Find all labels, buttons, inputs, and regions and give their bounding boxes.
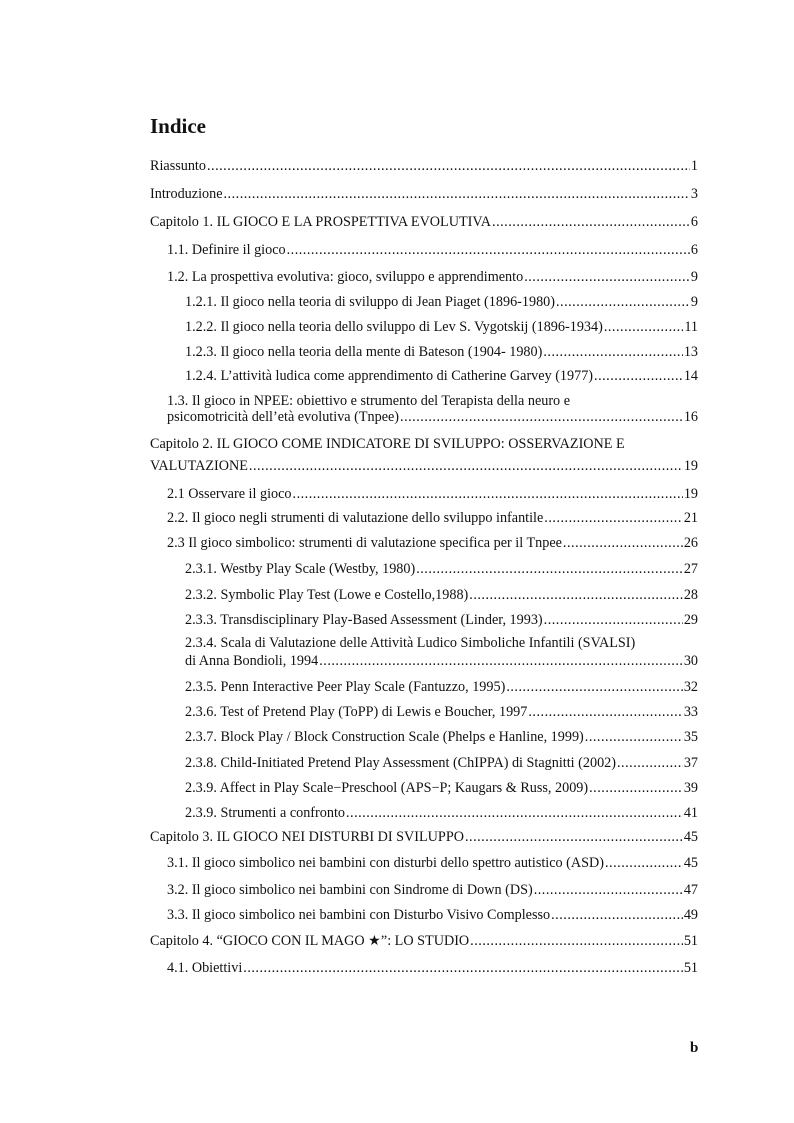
dot-leader bbox=[617, 753, 683, 773]
dot-leader bbox=[594, 366, 683, 386]
toc-entry[interactable] bbox=[167, 958, 698, 978]
toc-entry[interactable] bbox=[150, 931, 698, 951]
toc-entry-page: 51 bbox=[683, 933, 698, 949]
toc-entry-label: 1.1. Definire il gioco bbox=[167, 242, 286, 258]
toc-entry-page: 37 bbox=[683, 755, 698, 771]
toc-entry-label: 3.3. Il gioco simbolico nei bambini con Disturbo Visivo Complesso bbox=[167, 907, 551, 923]
toc-entry-label: 2.3.2. Symbolic Play Test (Lowe e Costello,1988) bbox=[185, 587, 469, 603]
dot-leader bbox=[243, 958, 683, 978]
dot-leader bbox=[524, 267, 690, 287]
toc-entry-page: 6 bbox=[690, 214, 698, 230]
toc-entry-label: Capitolo 1. IL GIOCO E LA PROSPETTIVA EVOLUTIVA bbox=[150, 214, 492, 230]
toc-entry[interactable] bbox=[167, 267, 698, 287]
toc-entry-page: 45 bbox=[683, 829, 698, 845]
toc-entry[interactable] bbox=[167, 484, 698, 504]
toc-entry[interactable] bbox=[185, 803, 698, 823]
toc-entry-first-line: 1.3. Il gioco in NPEE: obiettivo e strumento del Terapista della neuro e bbox=[167, 393, 570, 409]
toc-entry-label: 2.3.3. Transdisciplinary Play-Based Assessment (Linder, 1993) bbox=[185, 612, 543, 628]
dot-leader bbox=[469, 585, 683, 605]
toc-entry[interactable] bbox=[167, 880, 698, 900]
toc-entry[interactable] bbox=[150, 212, 698, 232]
toc-entry-label: Capitolo 4. “GIOCO CON IL MAGO ★”: LO STUDIO bbox=[150, 933, 470, 949]
toc-entry[interactable] bbox=[167, 905, 698, 925]
toc-entry-label: 1.2.3. Il gioco nella teoria della mente di Bateson (1904- 1980) bbox=[185, 344, 543, 360]
toc-entry-label: di Anna Bondioli, 1994 bbox=[185, 653, 319, 669]
toc-entry[interactable] bbox=[167, 508, 698, 528]
toc-entry-page: 3 bbox=[690, 186, 698, 202]
dot-leader bbox=[563, 533, 683, 553]
toc-entry-page: 27 bbox=[683, 561, 698, 577]
dot-leader bbox=[604, 317, 684, 337]
dot-leader bbox=[470, 931, 683, 951]
toc-entry[interactable] bbox=[185, 677, 698, 697]
toc-entry[interactable] bbox=[185, 610, 698, 630]
toc-entry-page: 19 bbox=[683, 458, 698, 474]
toc-entry-label: 2.3.5. Penn Interactive Peer Play Scale (Fantuzzo, 1995) bbox=[185, 679, 506, 695]
toc-entry[interactable] bbox=[167, 407, 698, 427]
toc-entry-label: 1.2.1. Il gioco nella teoria di sviluppo di Jean Piaget (1896-1980) bbox=[185, 294, 555, 310]
dot-leader bbox=[492, 212, 690, 232]
dot-leader bbox=[544, 610, 683, 630]
toc-entry-page: 41 bbox=[683, 805, 698, 821]
toc-entry-page: 39 bbox=[683, 780, 698, 796]
toc-entry-label: Capitolo 3. IL GIOCO NEI DISTURBI DI SVILUPPO bbox=[150, 829, 464, 845]
toc-entry-page: 26 bbox=[683, 535, 698, 551]
toc-entry-label: 2.3.6. Test of Pretend Play (ToPP) di Lewis e Boucher, 1997 bbox=[185, 704, 528, 720]
toc-entry-page: 14 bbox=[683, 368, 698, 384]
toc-entry-page: 51 bbox=[683, 960, 698, 976]
toc-entry-label: 3.2. Il gioco simbolico nei bambini con Sindrome di Down (DS) bbox=[167, 882, 533, 898]
dot-leader bbox=[287, 240, 690, 260]
toc-entry-first-line: 2.3.4. Scala di Valutazione delle Attività Ludico Simboliche Infantili (SVALSI) bbox=[185, 635, 636, 651]
dot-leader bbox=[543, 342, 682, 362]
toc-entry-label: 2.3.9. Affect in Play Scale−Preschool (APS−P; Kaugars & Russ, 2009) bbox=[185, 780, 589, 796]
dot-leader bbox=[506, 677, 683, 697]
dot-leader bbox=[534, 880, 683, 900]
toc-entry[interactable] bbox=[185, 559, 698, 579]
dot-leader bbox=[416, 559, 683, 579]
toc-entry-page: 45 bbox=[683, 855, 698, 871]
toc-entry-first-line: Capitolo 2. IL GIOCO COME INDICATORE DI SVILUPPO: OSSERVAZIONE E bbox=[150, 436, 625, 452]
toc-entry-page: 47 bbox=[683, 882, 698, 898]
dot-leader bbox=[249, 456, 683, 476]
toc-entry[interactable] bbox=[185, 727, 698, 747]
dot-leader bbox=[207, 156, 690, 176]
page-number: b bbox=[690, 1040, 699, 1056]
toc-entry-page: 21 bbox=[683, 510, 698, 526]
toc-entry-page: 30 bbox=[683, 653, 698, 669]
dot-leader bbox=[224, 184, 690, 204]
toc-entry[interactable] bbox=[150, 456, 698, 476]
dot-leader bbox=[465, 827, 683, 847]
page-title: Indice bbox=[150, 114, 207, 138]
toc-entry[interactable] bbox=[185, 651, 698, 671]
toc-entry-page: 9 bbox=[690, 294, 698, 310]
toc-entry[interactable] bbox=[185, 317, 698, 337]
toc-entry-page: 29 bbox=[683, 612, 698, 628]
toc-entry-label: psicomotricità dell’età evolutiva (Tnpee) bbox=[167, 409, 400, 425]
toc-entry-page: 9 bbox=[690, 269, 698, 285]
dot-leader bbox=[589, 778, 683, 798]
toc-entry[interactable] bbox=[185, 292, 698, 312]
dot-leader bbox=[319, 651, 683, 671]
toc-entry[interactable] bbox=[150, 156, 698, 176]
toc-entry-label: VALUTAZIONE bbox=[150, 458, 248, 474]
toc-entry[interactable] bbox=[150, 827, 698, 847]
toc-entry-page: 33 bbox=[683, 704, 698, 720]
toc-entry-page: 1 bbox=[690, 158, 698, 174]
toc-entry[interactable] bbox=[185, 366, 698, 386]
toc-entry-page: 28 bbox=[683, 587, 698, 603]
toc-entry-page: 49 bbox=[683, 907, 698, 923]
toc-entry-page: 6 bbox=[690, 242, 698, 258]
toc-entry-label: Riassunto bbox=[150, 158, 206, 174]
toc-entry-label: 1.2.2. Il gioco nella teoria dello sviluppo di Lev S. Vygotskij (1896-1934) bbox=[185, 319, 603, 335]
toc-entry-label: 2.3.7. Block Play / Block Construction Scale (Phelps e Hanline, 1999) bbox=[185, 729, 584, 745]
toc-entry-label: 1.2. La prospettiva evolutiva: gioco, sviluppo e apprendimento bbox=[167, 269, 524, 285]
toc-entry-page: 19 bbox=[683, 486, 698, 502]
toc-entry[interactable] bbox=[167, 240, 698, 260]
toc-entry-label: 3.1. Il gioco simbolico nei bambini con disturbi dello spettro autistico (ASD) bbox=[167, 855, 604, 871]
toc-entry-label: 2.1 Osservare il gioco bbox=[167, 486, 292, 502]
toc-entry-label: 1.2.4. L’attività ludica come apprendimento di Catherine Garvey (1977) bbox=[185, 368, 594, 384]
dot-leader bbox=[585, 727, 683, 747]
dot-leader bbox=[556, 292, 690, 312]
toc-entry[interactable] bbox=[185, 778, 698, 798]
toc-entry-label: 2.2. Il gioco negli strumenti di valutazione dello sviluppo infantile bbox=[167, 510, 544, 526]
toc-entry[interactable] bbox=[185, 585, 698, 605]
toc-entry-page: 11 bbox=[684, 319, 698, 335]
dot-leader bbox=[551, 905, 683, 925]
dot-leader bbox=[293, 484, 683, 504]
toc-entry[interactable] bbox=[185, 702, 698, 722]
toc-entry-label: 2.3.8. Child-Initiated Pretend Play Assessment (ChIPPA) di Stagnitti (2002) bbox=[185, 755, 616, 771]
toc-entry-page: 35 bbox=[683, 729, 698, 745]
toc-entry-label: 2.3.9. Strumenti a confronto bbox=[185, 805, 345, 821]
toc-entry-label: Introduzione bbox=[150, 186, 223, 202]
toc-entry[interactable] bbox=[167, 533, 698, 553]
toc-entry[interactable] bbox=[167, 853, 698, 873]
dot-leader bbox=[346, 803, 683, 823]
dot-leader bbox=[400, 407, 683, 427]
dot-leader bbox=[528, 702, 682, 722]
toc-entry-label: 2.3.1. Westby Play Scale (Westby, 1980) bbox=[185, 561, 416, 577]
toc-entry-page: 16 bbox=[683, 409, 698, 425]
toc-entry-page: 13 bbox=[683, 344, 698, 360]
toc-entry[interactable] bbox=[185, 753, 698, 773]
dot-leader bbox=[605, 853, 683, 873]
toc-entry[interactable] bbox=[150, 184, 698, 204]
dot-leader bbox=[544, 508, 683, 528]
toc-entry[interactable] bbox=[185, 342, 698, 362]
toc-entry-label: 2.3 Il gioco simbolico: strumenti di valutazione specifica per il Tnpee bbox=[167, 535, 562, 551]
toc-entry-label: 4.1. Obiettivi bbox=[167, 960, 243, 976]
toc-entry-page: 32 bbox=[683, 679, 698, 695]
